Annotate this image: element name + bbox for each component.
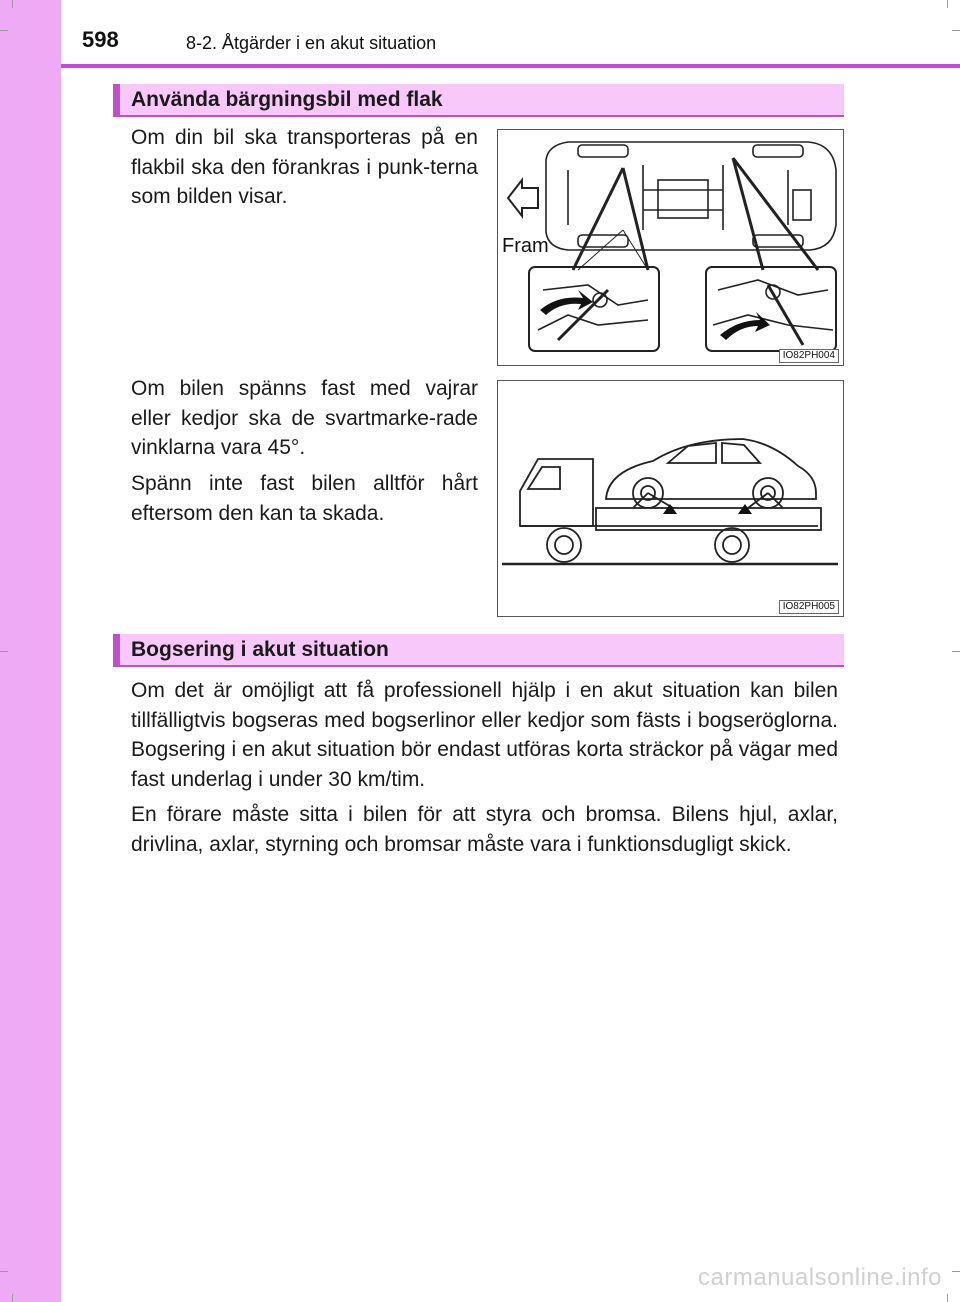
crop-mark — [952, 1271, 960, 1272]
paragraph-flatbed-anchoring: Om din bil ska transporteras på en flakbil ska den förankras i punk-terna som bilden visar. — [131, 126, 478, 208]
section-heading-text: Bogsering i akut situation — [131, 638, 389, 661]
figure-flatbed-truck — [497, 380, 844, 617]
front-label: Fram — [502, 235, 549, 257]
watermark: carmanualsonline.info — [698, 1264, 942, 1291]
crop-mark — [952, 651, 960, 652]
paragraph-driver-requirement: En förare måste sitta i bilen för att styra och bromsa. Bilens hjul, axlar, drivlina, axlar, styrning och bromsar måste vara i funktionsdugligt skick. — [131, 803, 838, 856]
heading-accent-bar — [113, 634, 120, 665]
paragraph-do-not-overtighten: Spänn inte fast bilen alltför hårt eftersom den kan ta skada. — [131, 472, 478, 525]
crop-mark — [947, 0, 948, 8]
paragraph-cable-angle: Om bilen spänns fast med vajrar eller kedjor ska de svartmarke-rade vinklarna vara 45°. — [131, 377, 478, 459]
paragraph-emergency-towing: Om det är omöjligt att få professionell hjälp i en akut situation kan bilen tillfälligtvis bogseras med bogserlinor eller kedjor som fästs i bogseröglorna. Bogsering i en akut situation bör endast utföras korta sträckor på vägar med fast underlag i under 30 km/tim. — [131, 679, 838, 791]
section-heading-flatbed — [113, 84, 844, 117]
crop-mark — [952, 30, 960, 31]
flatbed-truck-with-car-diagram — [498, 381, 843, 616]
crop-mark — [12, 1294, 13, 1302]
page-number: 598 — [82, 27, 119, 52]
header-rule — [61, 64, 960, 68]
figure-code: IO82PH004 — [779, 349, 839, 363]
car-underside-tie-down-diagram — [498, 130, 843, 365]
figure-code: IO82PH005 — [779, 600, 839, 614]
side-tab-bar — [0, 0, 61, 1302]
crop-mark — [0, 30, 8, 31]
crop-mark — [12, 0, 13, 8]
crop-mark — [0, 651, 8, 652]
figure-tie-down-points — [497, 129, 844, 366]
crop-mark — [947, 1294, 948, 1302]
crop-mark — [0, 1271, 8, 1272]
chapter-title: 8-2. Åtgärder i en akut situation — [186, 33, 437, 53]
section-heading-emergency-towing — [113, 634, 844, 667]
section-heading-text: Använda bärgningsbil med flak — [131, 88, 443, 111]
heading-accent-bar — [113, 84, 120, 115]
